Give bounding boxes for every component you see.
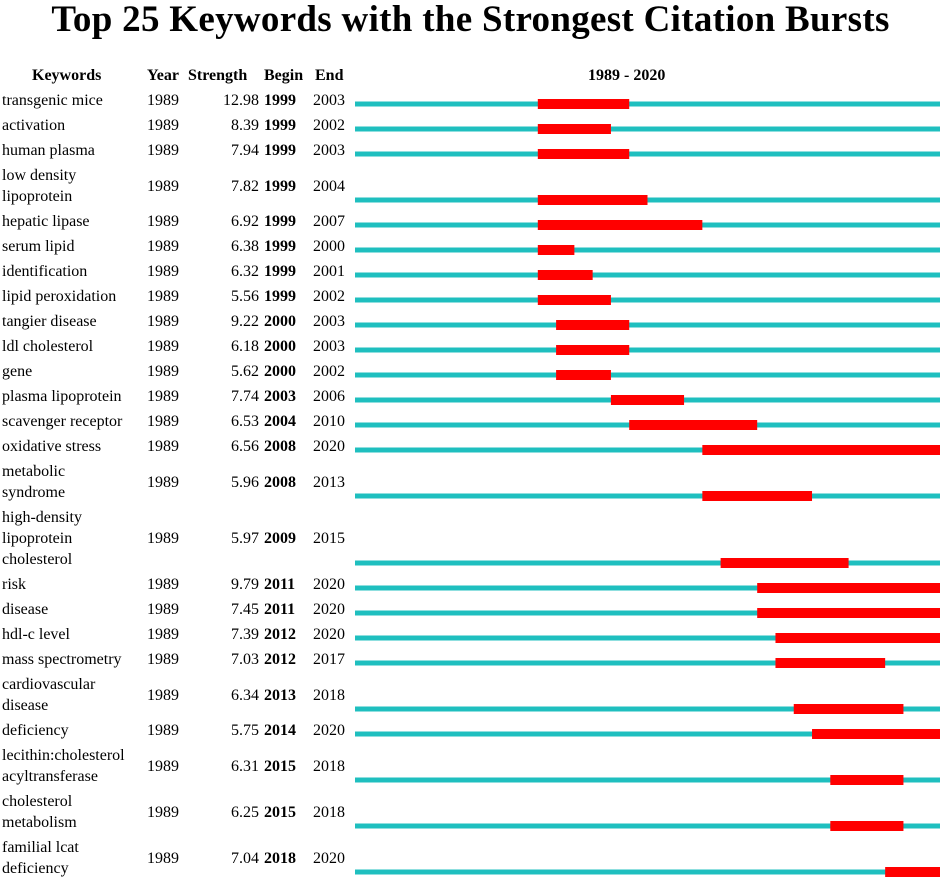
burst-bar <box>538 149 629 159</box>
burst-bar <box>538 195 648 205</box>
keyword-label: oxidative stress <box>2 438 102 455</box>
keyword-label: ldl cholesterol <box>2 338 94 355</box>
keyword-label: familial lcat <box>2 839 79 856</box>
strength-cell: 7.03 <box>231 651 259 668</box>
timeline-baseline <box>355 348 940 353</box>
year-cell: 1989 <box>147 438 179 455</box>
year-cell: 1989 <box>147 313 179 330</box>
keyword-label: cholesterol <box>2 551 73 568</box>
header-keywords: Keywords <box>32 67 102 84</box>
header-range: 1989 - 2020 <box>588 67 666 84</box>
strength-cell: 9.79 <box>231 576 259 593</box>
strength-cell: 6.92 <box>231 213 259 230</box>
begin-cell: 1999 <box>264 142 296 159</box>
begin-cell: 2000 <box>264 363 296 380</box>
end-cell: 2010 <box>313 413 345 430</box>
year-cell: 1989 <box>147 803 179 821</box>
year-cell: 1989 <box>147 601 179 618</box>
year-cell: 1989 <box>147 263 179 280</box>
end-cell: 2013 <box>313 473 345 491</box>
year-cell: 1989 <box>147 363 179 380</box>
strength-cell: 7.94 <box>231 142 259 159</box>
begin-cell: 1999 <box>264 238 296 255</box>
end-cell: 2020 <box>313 601 345 618</box>
chart-title: Top 25 Keywords with the Strongest Citation Bursts <box>51 0 890 40</box>
end-cell: 2018 <box>313 757 345 775</box>
begin-cell: 2000 <box>264 338 296 355</box>
keyword-label: low density <box>2 167 77 184</box>
end-cell: 2003 <box>313 92 345 109</box>
keyword-label: gene <box>2 363 33 380</box>
header-strength: Strength <box>188 67 248 84</box>
strength-cell: 7.45 <box>231 601 259 618</box>
begin-cell: 1999 <box>264 213 296 230</box>
strength-cell: 6.25 <box>231 803 259 821</box>
end-cell: 2018 <box>313 686 345 704</box>
begin-cell: 1999 <box>264 92 296 109</box>
keyword-label: metabolic <box>2 463 66 480</box>
keyword-label: disease <box>2 601 49 618</box>
keyword-label: activation <box>2 117 66 134</box>
year-cell: 1989 <box>147 288 179 305</box>
begin-cell: 2012 <box>264 651 296 668</box>
burst-bar <box>556 345 629 355</box>
end-cell: 2003 <box>313 338 345 355</box>
year-cell: 1989 <box>147 213 179 230</box>
timeline-baseline <box>355 102 940 107</box>
begin-cell: 2000 <box>264 313 296 330</box>
strength-cell: 6.38 <box>231 238 259 255</box>
keyword-label: metabolism <box>2 814 77 831</box>
burst-bar <box>538 99 629 109</box>
burst-bar <box>629 420 757 430</box>
year-cell: 1989 <box>147 473 179 491</box>
begin-cell: 2014 <box>264 722 296 739</box>
strength-cell: 7.74 <box>231 388 259 405</box>
burst-bar <box>538 124 611 134</box>
strength-cell: 6.56 <box>231 438 259 455</box>
strength-cell: 9.22 <box>231 313 259 330</box>
strength-cell: 7.04 <box>231 849 259 867</box>
year-cell: 1989 <box>147 238 179 255</box>
end-cell: 2017 <box>313 651 345 668</box>
begin-cell: 1999 <box>264 288 296 305</box>
header-year: Year <box>147 67 179 84</box>
burst-bar <box>757 608 940 618</box>
year-cell: 1989 <box>147 177 179 195</box>
begin-cell: 1999 <box>264 177 296 195</box>
timeline-baseline <box>355 152 940 157</box>
burst-bar <box>830 775 903 785</box>
year-cell: 1989 <box>147 576 179 593</box>
keyword-label: syndrome <box>2 484 66 501</box>
burst-bar <box>721 558 849 568</box>
begin-cell: 2003 <box>264 388 296 405</box>
year-cell: 1989 <box>147 530 179 547</box>
timeline-baseline <box>355 248 940 253</box>
keyword-label: acyltransferase <box>2 768 98 785</box>
begin-cell: 1999 <box>264 263 296 280</box>
year-cell: 1989 <box>147 757 179 775</box>
end-cell: 2018 <box>313 803 345 821</box>
strength-cell: 6.53 <box>231 413 259 430</box>
keyword-label: hepatic lipase <box>2 213 90 230</box>
strength-cell: 7.39 <box>231 626 259 643</box>
begin-cell: 2011 <box>264 601 296 618</box>
timeline-baseline <box>355 561 940 566</box>
timeline-baseline <box>355 870 940 875</box>
keyword-label: disease <box>2 697 49 714</box>
keyword-label: human plasma <box>2 142 95 159</box>
end-cell: 2020 <box>313 849 345 867</box>
strength-cell: 6.31 <box>231 757 259 775</box>
strength-cell: 6.32 <box>231 263 259 280</box>
keyword-label: deficiency <box>2 860 69 877</box>
begin-cell: 2018 <box>264 849 296 867</box>
burst-bar <box>556 370 611 380</box>
keyword-label: scavenger receptor <box>2 413 123 430</box>
burst-bar <box>556 320 629 330</box>
keyword-label: lipid peroxidation <box>2 288 117 305</box>
strength-cell: 12.98 <box>223 92 259 109</box>
strength-cell: 5.96 <box>231 473 259 491</box>
year-cell: 1989 <box>147 92 179 109</box>
strength-cell: 8.39 <box>231 117 259 134</box>
keyword-label: identification <box>2 263 88 280</box>
header-begin: Begin <box>264 67 304 84</box>
strength-cell: 5.75 <box>231 722 259 739</box>
burst-bar <box>885 867 940 877</box>
burst-bar <box>794 704 904 714</box>
keyword-label: transgenic mice <box>2 92 103 109</box>
year-cell: 1989 <box>147 686 179 704</box>
keyword-label: high-density <box>2 509 82 526</box>
begin-cell: 1999 <box>264 117 296 134</box>
year-cell: 1989 <box>147 722 179 739</box>
burst-bar <box>775 658 885 668</box>
end-cell: 2020 <box>313 576 345 593</box>
end-cell: 2015 <box>313 530 345 547</box>
keyword-label: mass spectrometry <box>2 651 122 668</box>
timeline-baseline <box>355 298 940 303</box>
end-cell: 2020 <box>313 626 345 643</box>
keyword-label: risk <box>2 576 26 593</box>
end-cell: 2002 <box>313 363 345 380</box>
strength-cell: 6.34 <box>231 686 259 704</box>
end-cell: 2000 <box>313 238 345 255</box>
burst-bar <box>538 270 593 280</box>
year-cell: 1989 <box>147 626 179 643</box>
strength-cell: 5.62 <box>231 363 259 380</box>
end-cell: 2002 <box>313 288 345 305</box>
burst-bar <box>702 445 940 455</box>
keyword-label: tangier disease <box>2 313 97 330</box>
burst-bar <box>702 491 812 501</box>
begin-cell: 2015 <box>264 757 296 775</box>
keyword-label: lecithin:cholesterol <box>2 747 125 764</box>
burst-bar <box>775 633 940 643</box>
end-cell: 2004 <box>313 177 345 195</box>
begin-cell: 2012 <box>264 626 296 643</box>
end-cell: 2020 <box>313 438 345 455</box>
timeline-baseline <box>355 273 940 278</box>
timeline-baseline <box>355 373 940 378</box>
burst-bar <box>830 821 903 831</box>
strength-cell: 6.18 <box>231 338 259 355</box>
strength-cell: 5.97 <box>231 530 259 547</box>
strength-cell: 7.82 <box>231 177 259 195</box>
keyword-label: plasma lipoprotein <box>2 388 122 405</box>
begin-cell: 2009 <box>264 530 296 547</box>
end-cell: 2001 <box>313 263 345 280</box>
end-cell: 2007 <box>313 213 345 230</box>
end-cell: 2003 <box>313 313 345 330</box>
burst-bar <box>757 583 940 593</box>
begin-cell: 2004 <box>264 413 296 430</box>
burst-bar <box>538 220 703 230</box>
end-cell: 2002 <box>313 117 345 134</box>
keyword-label: lipoprotein <box>2 530 73 547</box>
begin-cell: 2008 <box>264 473 296 491</box>
timeline-baseline <box>355 494 940 499</box>
end-cell: 2006 <box>313 388 345 405</box>
end-cell: 2003 <box>313 142 345 159</box>
begin-cell: 2011 <box>264 576 296 593</box>
header-end: End <box>315 67 344 84</box>
timeline-baseline <box>355 323 940 328</box>
keyword-label: cardiovascular <box>2 676 96 693</box>
keyword-label: lipoprotein <box>2 188 73 205</box>
year-cell: 1989 <box>147 338 179 355</box>
keyword-label: serum lipid <box>2 238 75 255</box>
burst-bar <box>812 729 940 739</box>
begin-cell: 2013 <box>264 686 296 704</box>
year-cell: 1989 <box>147 651 179 668</box>
end-cell: 2020 <box>313 722 345 739</box>
year-cell: 1989 <box>147 142 179 159</box>
year-cell: 1989 <box>147 849 179 867</box>
strength-cell: 5.56 <box>231 288 259 305</box>
year-cell: 1989 <box>147 413 179 430</box>
burst-bar <box>611 395 684 405</box>
burst-bar <box>538 295 611 305</box>
timeline-baseline <box>355 127 940 132</box>
keyword-label: deficiency <box>2 722 69 739</box>
burst-bar <box>538 245 575 255</box>
year-cell: 1989 <box>147 117 179 134</box>
begin-cell: 2008 <box>264 438 296 455</box>
keyword-label: hdl-c level <box>2 626 70 643</box>
keyword-label: cholesterol <box>2 793 73 810</box>
begin-cell: 2015 <box>264 803 296 821</box>
year-cell: 1989 <box>147 388 179 405</box>
